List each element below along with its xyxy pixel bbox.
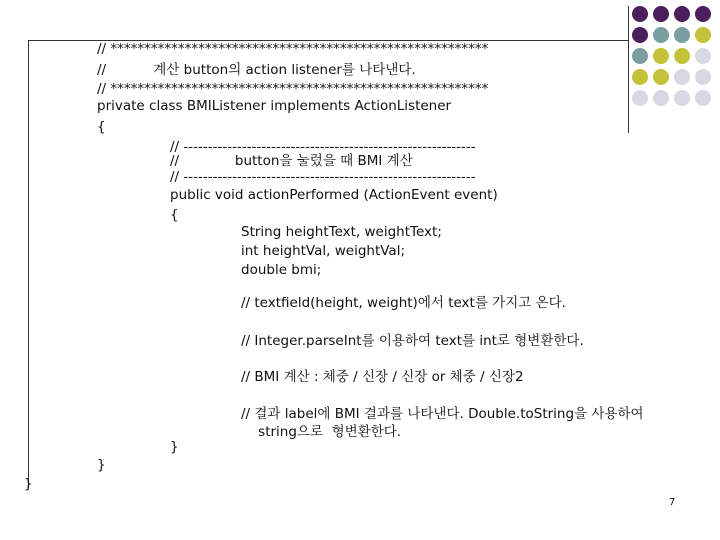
page-number: 7	[669, 497, 676, 508]
decor-dot	[695, 90, 711, 106]
decor-dot	[674, 69, 690, 85]
code-line-outer-close-brace: }	[24, 476, 33, 492]
code-line-class-open-brace: {	[97, 119, 106, 135]
decor-dot	[653, 27, 669, 43]
decor-dot	[674, 90, 690, 106]
code-line-comment-title: // 계산 button의 action listener를 나타낸다.	[97, 62, 416, 78]
code-line-comment-parse-int: // Integer.parseInt를 이용하여 text를 int로 형변환한다.	[241, 333, 584, 349]
code-line-comment-border-bottom: // ********************************************************	[97, 81, 489, 97]
code-line-method-comment-border-bottom: // ------------------------------------------------------------	[170, 169, 476, 185]
code-line-int-declaration: int heightVal, weightVal;	[241, 243, 405, 259]
code-line-string-declaration: String heightText, weightText;	[241, 224, 442, 240]
code-line-comment-bmi-formula: // BMI 계산 : 체중 / 신장 / 신장 or 체중 / 신장2	[241, 369, 524, 385]
decor-dot	[653, 90, 669, 106]
code-line-method-open-brace: {	[170, 207, 179, 223]
decor-dot	[653, 48, 669, 64]
decor-dot	[653, 6, 669, 22]
code-line-comment-show-result-cont: string으로 형변환한다.	[241, 424, 402, 440]
decor-dot	[632, 27, 648, 43]
code-line-class-close-brace: }	[97, 457, 106, 473]
decor-dot	[632, 6, 648, 22]
decor-dot	[695, 69, 711, 85]
slide-left-rule	[28, 40, 29, 488]
code-line-method-signature: public void actionPerformed (ActionEvent event)	[170, 187, 498, 203]
decor-dot	[632, 69, 648, 85]
code-line-method-close-brace: }	[170, 439, 179, 455]
decor-dot	[653, 69, 669, 85]
decorative-dot-grid	[632, 6, 720, 116]
code-line-class-declaration: private class BMIListener implements ActionListener	[97, 98, 452, 114]
code-line-comment-get-text: // textfield(height, weight)에서 text를 가지고 온다.	[241, 295, 566, 311]
decor-dot	[674, 6, 690, 22]
code-line-comment-show-result: // 결과 label에 BMI 결과를 나타낸다. Double.toString을 사용하여	[241, 406, 644, 422]
decor-dot	[674, 48, 690, 64]
code-line-method-comment-border-top: // ------------------------------------------------------------	[170, 139, 476, 155]
code-line-double-declaration: double bmi;	[241, 262, 322, 278]
decor-dot	[695, 6, 711, 22]
slide-right-rule	[628, 6, 629, 133]
code-line-comment-border-top: // ********************************************************	[97, 41, 489, 57]
decor-dot	[632, 48, 648, 64]
decor-dot	[695, 27, 711, 43]
decor-dot	[674, 27, 690, 43]
code-line-method-comment: // button을 눌렀을 때 BMI 계산	[170, 153, 413, 169]
decor-dot	[695, 48, 711, 64]
decor-dot	[632, 90, 648, 106]
